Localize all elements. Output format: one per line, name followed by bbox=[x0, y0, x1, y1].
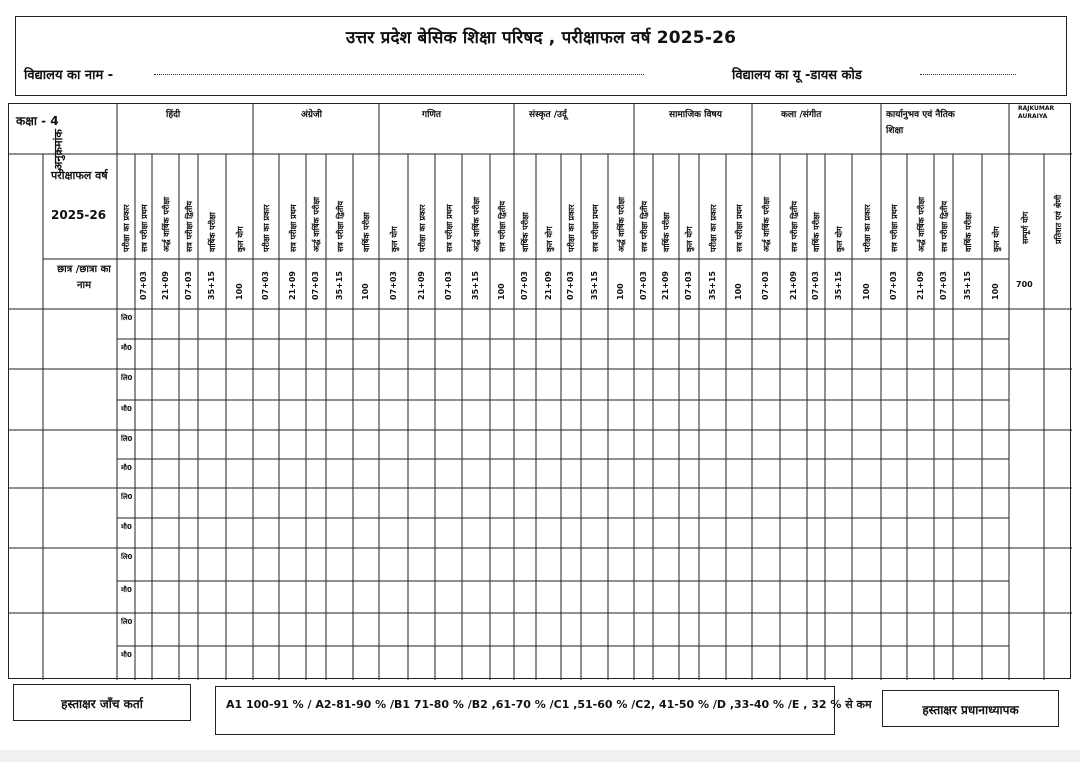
result-year-value: 2025-26 bbox=[51, 208, 107, 222]
marks-table bbox=[8, 103, 1071, 679]
checker-signature-label: हस्ताक्षर जाँच कर्ता bbox=[61, 697, 143, 711]
column-header-label: अर्द्ध वार्षिक परीक्षा bbox=[617, 196, 626, 252]
column-max-marks: 07+03 bbox=[520, 271, 529, 300]
column-header-label: कुल योग bbox=[992, 226, 1001, 252]
column-max-marks: 07+03 bbox=[261, 271, 270, 300]
column-header-label: वार्षिक परीक्षा bbox=[521, 212, 530, 252]
column-header-label: सत्र परीक्षा प्रथम bbox=[591, 204, 600, 252]
table-gridlines bbox=[9, 104, 1072, 680]
header-box bbox=[15, 16, 1067, 96]
column-max-marks: 07+03 bbox=[184, 271, 193, 300]
column-header-label: वार्षिक परीक्षा bbox=[662, 212, 671, 252]
column-header-label: अर्द्ध वार्षिक परीक्षा bbox=[917, 196, 926, 252]
column-max-marks: 07+03 bbox=[939, 271, 948, 300]
udise-code-label: विद्यालय का यू -डायस कोड bbox=[732, 68, 862, 83]
column-header-label: परीक्षा का प्रकार bbox=[418, 204, 427, 252]
student-name-label: छात्र /छात्रा का नाम bbox=[57, 264, 111, 291]
column-max-marks: 35+15 bbox=[590, 271, 599, 300]
column-header-label: वार्षिक परीक्षा bbox=[208, 212, 217, 252]
column-max-marks: 100 bbox=[862, 283, 871, 300]
row-written-label: लि0 bbox=[121, 618, 133, 626]
column-max-marks: 100 bbox=[991, 283, 1000, 300]
row-written-label: लि0 bbox=[121, 314, 133, 322]
subject-work-ethics: कार्यानुभव एवं नैतिक शिक्षा bbox=[886, 110, 955, 136]
column-max-marks: 07+03 bbox=[389, 271, 398, 300]
column-header-label: परीक्षा का प्रकार bbox=[709, 204, 718, 252]
grade-legend: A1 100-91 % / A2-81-90 % /B1 71-80 % /B2 ,61-70 % /C1 ,51-60 % /C2, 41-50 % /D ,33-40 % /E , 32 % से कम bbox=[226, 698, 872, 711]
column-header-label: सत्र परीक्षा प्रथम bbox=[445, 204, 454, 252]
subject-social-studies: सामाजिक विषय bbox=[669, 110, 722, 120]
result-year-label: परीक्षाफल वर्ष bbox=[51, 169, 108, 182]
column-max-marks: 100 bbox=[616, 283, 625, 300]
column-max-marks: 07+03 bbox=[639, 271, 648, 300]
column-max-marks: 21+09 bbox=[417, 271, 426, 300]
column-header-label: अर्द्ध वार्षिक परीक्षा bbox=[312, 196, 321, 252]
column-max-marks: 07+03 bbox=[444, 271, 453, 300]
subject-art-music: कला /संगीत bbox=[781, 110, 822, 120]
column-max-marks: 100 bbox=[734, 283, 743, 300]
page-title: उत्तर प्रदेश बेसिक शिक्षा परिषद , परीक्षाफल वर्ष 2025-26 bbox=[345, 28, 737, 48]
subject-sanskrit-urdu: संस्कृत /उर्दू bbox=[529, 110, 567, 120]
row-oral-label: मौ0 bbox=[121, 344, 132, 352]
column-max-marks: 21+09 bbox=[288, 271, 297, 300]
row-written-label: लि0 bbox=[121, 374, 133, 382]
subject-maths: गणित bbox=[422, 110, 442, 120]
column-header-label: सत्र परीक्षा द्वितीय bbox=[185, 200, 194, 252]
column-header-label: अर्द्ध वार्षिक परीक्षा bbox=[762, 196, 771, 252]
serial-number-label: अनुक्रमांक bbox=[52, 129, 65, 170]
subject-hindi: हिंदी bbox=[166, 110, 181, 120]
column-header-label: परीक्षा का प्रकार bbox=[863, 204, 872, 252]
column-max-marks: 35+15 bbox=[708, 271, 717, 300]
column-max-marks: 35+15 bbox=[834, 271, 843, 300]
column-header-label: वार्षिक परीक्षा bbox=[362, 212, 371, 252]
column-header-label: अर्द्ध वार्षिक परीक्षा bbox=[162, 196, 171, 252]
column-header-label: कुल योग bbox=[545, 226, 554, 252]
column-max-marks: 21+09 bbox=[661, 271, 670, 300]
column-max-marks: 35+15 bbox=[335, 271, 344, 300]
column-header-label: सत्र परीक्षा द्वितीय bbox=[498, 200, 507, 252]
row-oral-label: मौ0 bbox=[121, 405, 132, 413]
column-header-label: सत्र परीक्षा प्रथम bbox=[890, 204, 899, 252]
percent-grade-label: प्रतिशत एवं श्रेणी bbox=[1054, 194, 1063, 244]
column-max-marks: 07+03 bbox=[889, 271, 898, 300]
row-oral-label: मौ0 bbox=[121, 586, 132, 594]
row-written-label: लि0 bbox=[121, 493, 133, 501]
row-written-label: लि0 bbox=[121, 435, 133, 443]
subject-english: अंग्रेजी bbox=[301, 110, 322, 120]
column-max-marks: 35+15 bbox=[207, 271, 216, 300]
checker-signature-box bbox=[13, 684, 191, 721]
column-header-label: परीक्षा का प्रकार bbox=[262, 204, 271, 252]
row-oral-label: मौ0 bbox=[121, 464, 132, 472]
headmaster-signature-box bbox=[882, 690, 1059, 727]
column-header-label: सत्र परीक्षा द्वितीय bbox=[940, 200, 949, 252]
column-header-label: कुल योग bbox=[685, 226, 694, 252]
corner-note-line2: AURAIYA bbox=[1018, 113, 1048, 120]
grade-legend-box bbox=[215, 686, 872, 735]
column-max-marks: 100 bbox=[361, 283, 370, 300]
column-header-label: वार्षिक परीक्षा bbox=[964, 212, 973, 252]
corner-note-line1: RAJKUMAR bbox=[1018, 105, 1055, 112]
column-max-marks: 100 bbox=[497, 283, 506, 300]
column-header-label: सत्र परीक्षा प्रथम bbox=[140, 204, 149, 252]
column-header-label: सत्र परीक्षा द्वितीय bbox=[790, 200, 799, 252]
column-header-label: कुल योग bbox=[390, 226, 399, 252]
column-max-marks: 21+09 bbox=[916, 271, 925, 300]
total-max-marks: 700 bbox=[1016, 280, 1033, 289]
column-header-label: कुल योग bbox=[835, 226, 844, 252]
column-max-marks: 07+03 bbox=[566, 271, 575, 300]
column-max-marks: 07+03 bbox=[761, 271, 770, 300]
column-max-marks: 21+09 bbox=[161, 271, 170, 300]
headmaster-signature-label: हस्ताक्षर प्रधानाध्यापक bbox=[922, 703, 1019, 717]
column-max-marks: 07+03 bbox=[139, 271, 148, 300]
column-max-marks: 21+09 bbox=[789, 271, 798, 300]
column-header-label: सत्र परीक्षा द्वितीय bbox=[336, 200, 345, 252]
column-max-marks: 35+15 bbox=[963, 271, 972, 300]
column-header-label: सत्र परीक्षा द्वितीय bbox=[640, 200, 649, 252]
row-written-label: लि0 bbox=[121, 553, 133, 561]
column-max-marks: 35+15 bbox=[471, 271, 480, 300]
total-label: सम्पूर्ण योग bbox=[1021, 211, 1030, 244]
school-name-label: विद्यालय का नाम - bbox=[24, 68, 114, 83]
column-max-marks: 100 bbox=[235, 283, 244, 300]
udise-code-field[interactable] bbox=[920, 74, 1016, 75]
row-oral-label: मौ0 bbox=[121, 651, 132, 659]
column-header-label: परीक्षा का प्रकार bbox=[567, 204, 576, 252]
column-max-marks: 07+03 bbox=[311, 271, 320, 300]
column-header-label: परीक्षा का प्रकार bbox=[122, 204, 131, 252]
column-header-label: सत्र परीक्षा प्रथम bbox=[289, 204, 298, 252]
column-header-label: अर्द्ध वार्षिक परीक्षा bbox=[472, 196, 481, 252]
school-name-field[interactable] bbox=[154, 74, 644, 75]
column-header-label: सत्र परीक्षा प्रथम bbox=[735, 204, 744, 252]
row-oral-label: मौ0 bbox=[121, 523, 132, 531]
column-max-marks: 07+03 bbox=[684, 271, 693, 300]
column-max-marks: 07+03 bbox=[811, 271, 820, 300]
column-header-label: कुल योग bbox=[236, 226, 245, 252]
column-header-label: वार्षिक परीक्षा bbox=[812, 212, 821, 252]
class-label: कक्षा - 4 bbox=[16, 114, 59, 128]
column-max-marks: 21+09 bbox=[544, 271, 553, 300]
